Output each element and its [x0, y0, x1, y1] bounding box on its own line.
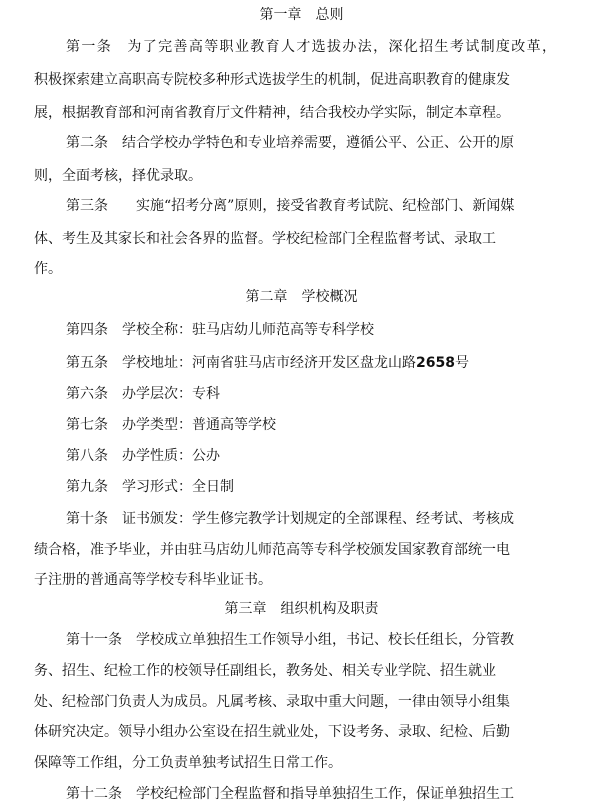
article-10-line-3: 子注册的普通高等学校专科毕业证书。 [34, 572, 272, 588]
article-3-line-3: 作。 [34, 261, 62, 277]
article-11-line-4: 体研究决定。领导小组办公室设在招生就业处，下设考务、录取、纪检、后勤 [34, 724, 510, 740]
article-11-line-1: 第十一条 学校成立单独招生工作领导小组，书记、校长任组长，分管教 [66, 632, 514, 648]
article-7: 第七条 办学类型：普通高等学校 [66, 417, 276, 433]
article-11-line-2: 务、招生、纪检工作的校领导任副组长，教务处、相关专业学院、招生就业 [34, 663, 496, 679]
article-1-line-1: 第一条 为了完善高等职业教育人才选拔办法，深化招生考试制度改革， [66, 39, 556, 55]
article-12-line-1: 第十二条 学校纪检部门全程监督和指导单独招生工作，保证单独招生工 [66, 786, 514, 802]
chapter-1-heading: 第一章 总则 [259, 7, 344, 23]
article-11-line-3: 处、纪检部门负责人为成员。凡属考核、录取中重大问题，一律由领导小组集 [34, 694, 510, 710]
chapter-3-heading: 第三章 组织机构及职责 [224, 601, 379, 617]
article-3-line-1: 第三条 实施“招考分离”原则，接受省教育考试院、纪检部门、新闻媒 [66, 198, 515, 214]
article-5-suffix: 号 [454, 355, 469, 371]
article-2-line-1: 第二条 结合学校办学特色和专业培养需要，遵循公平、公正、公开的原 [66, 135, 514, 151]
article-8: 第八条 办学性质：公办 [66, 448, 220, 464]
article-2-line-2: 则，全面考核，择优录取。 [34, 168, 202, 184]
article-1-line-2: 积极探索建立高职高专院校多种形式选拔学生的机制，促进高职教育的健康发 [34, 72, 510, 88]
article-4: 第四条 学校全称：驻马店幼儿师范高等专科学校 [66, 322, 374, 338]
article-3-line-2: 体、考生及其家长和社会各界的监督。学校纪检部门全程监督考试、录取工 [34, 231, 496, 247]
article-11-line-5: 保障等工作组，分工负责单独考试招生日常工作。 [34, 755, 342, 771]
article-5-number: 2658 [416, 355, 455, 371]
article-1-line-3: 展，根据教育部和河南省教育厅文件精神，结合我校办学实际，制定本章程。 [34, 105, 510, 121]
article-5 [66, 353, 469, 373]
article-10-line-1: 第十条 证书颁发：学生修完教学计划规定的全部课程、经考试、考核成 [66, 511, 514, 527]
article-5-text: 第五条 学校地址：河南省驻马店市经济开发区盘龙山路 [66, 355, 416, 371]
article-9: 第九条 学习形式：全日制 [66, 479, 234, 495]
chapter-2-heading: 第二章 学校概况 [245, 289, 358, 305]
article-6: 第六条 办学层次：专科 [66, 386, 220, 402]
article-10-line-2: 绩合格，准予毕业，并由驻马店幼儿师范高等专科学校颁发国家教育部统一电 [34, 542, 510, 558]
